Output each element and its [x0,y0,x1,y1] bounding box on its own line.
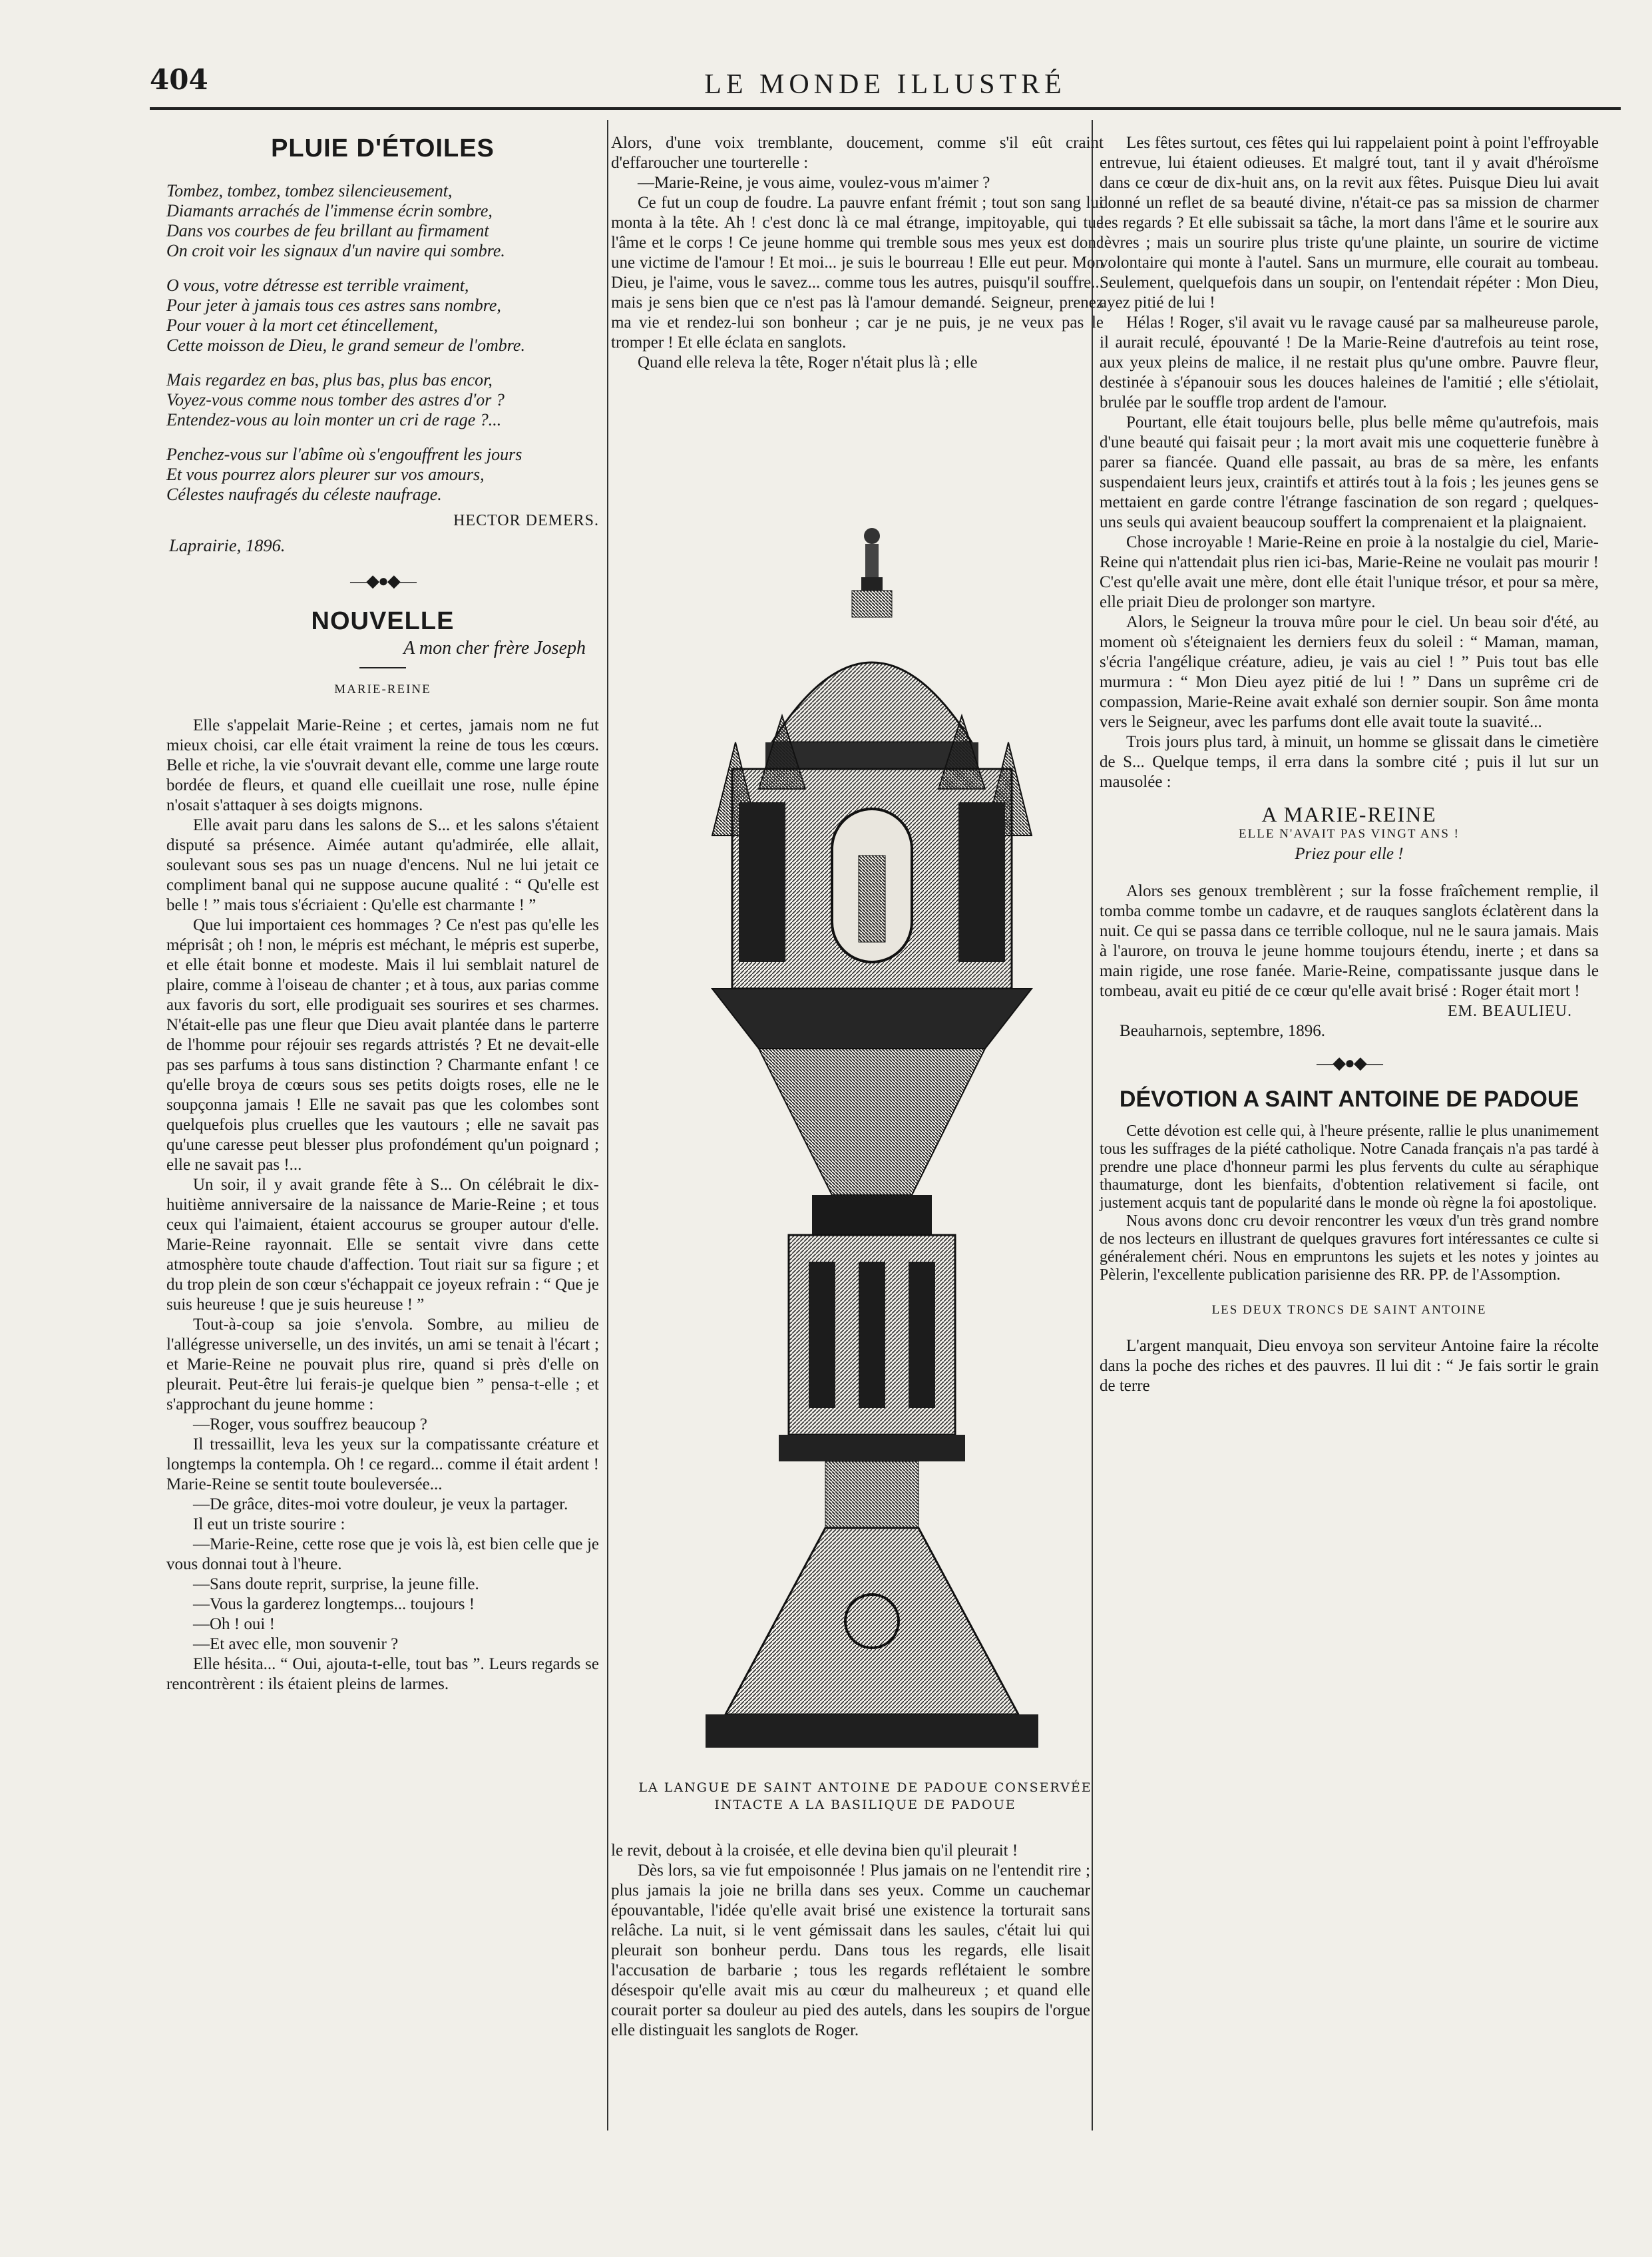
paragraph: Il eut un triste sourire : [193,1515,345,1533]
poem-line: Pour vouer à la mort cet étincellement, [166,316,438,335]
column-3 [1100,133,1599,1396]
poem-author: HECTOR DEMERS. [453,512,599,529]
ornament-divider: —◆●◆— [350,571,415,591]
ornament-divider: —◆●◆— [1317,1053,1382,1073]
foot [706,1714,1038,1748]
masthead: LE MONDE ILLUSTRÉ [704,69,1066,100]
paragraph: Tout-à-coup sa joie s'envola. Sombre, au milieu de l'allégresse universelle, un des invités, un ami se tenait à l'écart ; et Marie-Reine ne pouvait plus rire, quand si près d'elle on pleurait. Peut-être lui ferais-je quelque bien ” pensa-t-elle ; et s'approchant du jeune homme : [166,1315,599,1413]
poem-line: Diamants arrachés de l'immense écrin sombre, [166,201,493,220]
story-dedication: A mon cher frère Joseph [403,637,586,658]
poem-line: Et vous pourrez alors pleurer sur vos amours, [166,465,485,484]
side-niche [739,802,785,962]
paragraph: Elle avait paru dans les salons de S... et les salons s'étaient disputé sa présence. Aimée autant qu'admirée, elle allait, soulevant sous ses pas un nuage d'encens. Nul ne lui jetait ce compliment banal qui ne suppose aucune qualité : “ Qu'elle est belle ! ” mais tous s'écriaient : Qu'elle est charmante ! ” [166,816,599,914]
dome [772,662,972,742]
epitaph-prayer: Priez pour elle ! [1295,845,1404,863]
base [725,1528,1018,1714]
epitaph-title: A MARIE-REINE [1261,802,1437,826]
poem-line: Célestes naufragés du céleste naufrage. [166,485,442,504]
poem-line: Voyez-vous comme nous tomber des astres d'or ? [166,390,505,409]
poem-line: Tombez, tombez, tombez silencieusement, [166,181,453,200]
poem-stanza [166,181,599,261]
paragraph: —Sans doute reprit, surprise, la jeune fille. [193,1575,479,1593]
column-2-bottom [611,1841,1090,2041]
poem-line: O vous, votre détresse est terrible vraiment, [166,276,469,295]
paragraph: Ce fut un coup de foudre. La pauvre enfant frémit ; tout son sang lui monta à la tête. Ah ! c'est donc là ce mal étrange, impitoyable, qui tue l'âme et le corps ! Ce jeune homme qui tremble sous mes yeux est donc une victime de l'amour ! Et moi... je suis le bourreau ! Elle eut peur. Mon Dieu, je l'aime, vous le savez... comme tous les autres, puisqu'il souffre... mais je sens bien que ce n'est pas là l'amour demandé. Seigneur, prenez ma vie et rendez-lui son bonheur ; car je ne puis, je ne veux pas le tromper ! Et elle éclata en sanglots. [611,194,1104,352]
paragraph: Dès lors, sa vie fut empoisonnée ! Plus jamais on ne l'entendit rire ; plus jamais la joie ne brilla dans ses yeux. Comme un cauchemar épouvantable, l'idée qu'elle avait brisé une existence la torturait sans relâche. La nuit, si le vent gémissait dans les saules, c'était lui qui pleurait son bonheur perdu. Dans tous les regards, elle lisait l'accusation de barbarie ; tous les regards reflétaient le sombre désespoir qu'elle avait mis au cœur du malheureux ; et quand elle courait porter sa douleur au pied des autels, dans les soupirs de l'orgue elle distinguait les sanglots de Roger. [611,1862,1090,2039]
paragraph: Que lui importaient ces hommages ? Ce n'est pas qu'elle les méprisât ; oh ! non, le mépris est méchant, le mépris est superbe, et elle était bonne et modeste. Mais il lui semblait naturel de plaire, comme à l'oiseau de chanter ; et à tous, aux parias comme aux favoris du sort, elle prodiguait ses sourires et ses charmes. N'était-elle pas une fleur que Dieu avait plantée dans le parterre de l'homme pour réjouir ses regards attristés ? Et ne devait-elle pas ses parfums à tous sans distinction ? Charmante enfant ! ce qu'elle broya de cœurs sous ses petits doigts roses, elle ne le soupçonna jamais ! Elle ne savait pas que les colombes sont quelquefois plus cruelles que les vautours ; elle ne savait pas qu'une caresse peut blesser plus profondément qu'un poignard ; elle ne savait pas !... [166,915,599,1174]
paragraph: Hélas ! Roger, s'il avait vu le ravage causé par sa malheureuse parole, il aurait reculé, épouvanté ! De la Marie-Reine d'autrefois au teint rose, aux yeux pleins de malice, il ne restait plus qu'une ombre. Pauvre fleur, destinée à s'épanouir sous les douces haleines de l'amitié ; elle s'étiolait, brulée par le souffle trop ardent de l'amour. [1100,314,1599,411]
story-title: NOUVELLE [311,607,455,635]
paragraph: Elle s'appelait Marie-Reine ; et certes, jamais nom ne fut mieux choisi, car elle était vraiment la reine de tous les cœurs. Belle et riche, la vie s'ouvrait devant elle, comme une large route bordée de fleurs, et quand elle cueillait une rose, nulle épine n'osait s'attaquer à ses doigts mignons. [166,716,599,814]
epitaph [1100,804,1599,864]
page-header [150,63,1621,117]
poem-stanza [166,370,599,430]
paragraph: —Roger, vous souffrez beaucoup ? [193,1415,427,1433]
reliquary-engraving [672,523,1072,1774]
paragraph: Quand elle releva la tête, Roger n'était plus là ; elle [638,354,978,372]
column-divider [1092,120,1093,2131]
paragraph: —Vous la garderez longtemps... toujours ! [193,1595,475,1613]
paragraph: L'argent manquait, Dieu envoya son serviteur Antoine faire la récolte dans la poche des riches et des pauvres. Il lui dit : “ Je fais sortir le grain de terre [1100,1337,1599,1395]
paragraph: Les fêtes surtout, ces fêtes qui lui rappelaient point à point l'effroyable entrevue, lui étaient odieuses. Et malgré tout, tant il y avait d'héroïsme dans ce cœur de dix-huit ans, on la revit aux fêtes. Puisque Dieu lui avait donné un reflet de sa beauté divine, n'était-ce pas sa mission de charmer les regards ? Et elle subissait sa tâche, la mort dans l'âme et le sourire aux lèvres ; mais un sourire plus triste qu'une plainte, un sourire de victime volontaire qui monte à l'autel. Sans un murmure, elle courait au tombeau. Seulement, quelquefois dans un soupir, on l'entendait répéter : Mon Dieu, ayez pitié de lui ! [1100,134,1599,312]
poem-line: Pour jeter à jamais tous ces astres sans nombre, [166,296,501,315]
paragraph: Alors, d'une voix tremblante, doucement, comme s'il eût craint d'effaroucher une tourterelle : [611,134,1104,172]
paragraph: —Et avec elle, mon souvenir ? [193,1634,399,1653]
knot [812,1195,932,1235]
poem-title: PLUIE D'ÉTOILES [271,134,495,162]
column-divider [607,120,608,2131]
short-rule [359,667,406,668]
stem-niche [809,1262,835,1408]
poem-place-date: Laprairie, 1896. [169,535,286,555]
poem-line: Cette moisson de Dieu, le grand semeur de l'ombre. [166,336,525,355]
paragraph: Trois jours plus tard, à minuit, un homme se glissait dans le cimetière de S... Quelque temps, il erra dans la sombre cité ; puis il lut sur un mausolée : [1100,733,1599,791]
stem-neck [825,1461,919,1528]
paragraph: Cette dévotion est celle qui, à l'heure présente, rallie le plus unanimement tous les suffrages de la piété catholique. Notre Canada français n'a pas tardé à prendre une place d'honneur parmi les plus fervents du culte au séraphique thaumaturge, dont les bienfaits, d'obtention relativement si facile, ont justement acquis tant de popularité dans le monde où règne la foi apostolique. [1100,1123,1599,1212]
paragraph: Chose incroyable ! Marie-Reine en proie à la nostalgie du ciel, Marie-Reine qui n'attendait plus rien ici-bas, Marie-Reine ne voulait pas mourir ! C'est qu'elle avait une mère, dont elle était l'unique trésor, et pour sa mère, elle priait Dieu de prolonger son martyre. [1100,533,1599,611]
paragraph: —Marie-Reine, je vous aime, voulez-vous m'aimer ? [638,174,990,192]
header-rule [150,107,1621,110]
devotion-subhead: LES DEUX TRONCS DE SAINT ANTOINE [1211,1303,1487,1317]
story-author: EM. BEAULIEU. [1448,1003,1572,1020]
side-niche [958,802,1005,962]
poem-line: Entendez-vous au loin monter un cri de rage ?... [166,410,502,429]
saint-statuette [852,528,892,617]
devotion-title: DÉVOTION A SAINT ANTOINE DE PADOUE [1119,1087,1579,1112]
epitaph-line: ELLE N'AVAIT PAS VINGT ANS ! [1239,827,1460,841]
paragraph: le revit, debout à la croisée, et elle devina bien qu'il pleurait ! [611,1842,1018,1860]
paragraph: —Marie-Reine, cette rose que je vois là, est bien celle que je vous donnai tout à l'heure. [166,1535,599,1573]
stem-niche [909,1262,935,1408]
paragraph: Alors ses genoux tremblèrent ; sur la fosse fraîchement remplie, il tomba comme tombe un cadavre, et de rauques sanglots éclatèrent dans la nuit. Ce qui se passa dans ce terrible colloque, nul ne le saura jamais. Mais à l'aurore, on trouva le jeune homme toujours étendu, inerte ; et dans sa main rigide, une rose fanée. Marie-Reine, compatissante jusque dans le tombeau, avait eu pitié de ce cœur qu'elle avait brisé : Roger était mort ! [1100,882,1599,1000]
paragraph: Pourtant, elle était toujours belle, plus belle même qu'autrefois, mais d'une beauté qui faisait peur ; la mort avait mis une coquetterie funèbre à parer sa fiancée. Quand elle passait, au bras de sa mère, les enfants suspendaient leurs jeux, craintifs et attirés tout à la fois ; les jeunes gens se mettaient en garde contre l'étrange fascination de son regard ; quelques-uns seuls qui avaient beaucoup souffert la comprenaient et la plaignaient. [1100,413,1599,531]
story-subtitle: MARIE-REINE [334,682,431,696]
poem-stanza [166,445,599,505]
page-number: 404 [150,63,208,96]
paragraph: Il tressaillit, leva les yeux sur la compatissante créature et longtemps la contempla. Oh ! ce regard... comme il était ardent ! Marie-Reine se sentit toute bouleversée... [166,1435,599,1493]
story-place-date: Beauharnois, septembre, 1896. [1120,1022,1325,1040]
paragraph: Alors, le Seigneur la trouva mûre pour le ciel. Un beau soir d'été, au moment où s'éteignaient les derniers feux du soleil : “ Maman, maman, s'écria l'angélique créature, adieu, je vais au ciel ! ” Puis tout bas elle murmura : “ Mon Dieu ayez pitié de lui ! ” Dans un suprême cri de compassion, Marie-Reine avait exhalé son dernier soupir. Son âme monta vers le Seigneur, avec les parfums dont elle avait toute la suavité... [1100,613,1599,731]
poem-stanza [166,276,599,356]
column-2-top [611,133,1104,373]
paragraph: Nous avons donc cru devoir rencontrer les vœux d'un très grand nombre de nos lecteurs en illustrant de quelques gravures fort intéressantes ce culte si généralement chéri. Nous en empruntons les sujets et les notes y jointes au Pèlerin, l'excellente publication parisienne des RR. PP. de l'Assomption. [1100,1212,1599,1284]
paragraph: —De grâce, dites-moi votre douleur, je veux la partager. [193,1495,568,1513]
relic [859,856,885,942]
leaf-cone [759,1049,985,1195]
paragraph: Un soir, il y avait grande fête à S... On célébrait le dix-huitième anniversaire de la naissance de Marie-Reine ; et tous ceux qui l'aimaient, étaient accourus se grouper autour d'elle. Marie-Reine rayonnait. Elle se sentait vivre dans cette atmosphère toute chaude d'affection. Tout riait sur sa figure ; et du trop plein de son cœur s'échappait ce joyeux refrain : “ Que je suis heureuse ! que je suis heureuse ! ” [166,1175,599,1314]
stem-collar [779,1435,965,1461]
paragraph: Elle hésita... “ Oui, ajouta-t-elle, tout bas ”. Leurs regards se rencontrèrent : ils étaient pleins de larmes. [166,1654,599,1693]
poem-line: Penchez-vous sur l'abîme où s'engouffrent les jours [166,445,522,464]
canopy [712,989,1032,1049]
poem-line: Dans vos courbes de feu brillant au firmament [166,221,489,240]
stem-niche [859,1262,885,1408]
column-1 [166,133,599,1694]
figure-caption: LA LANGUE DE SAINT ANTOINE DE PADOUE CONSERVÉE INTACTE A LA BASILIQUE DE PADOUE [638,1780,1092,1812]
paragraph: —Oh ! oui ! [193,1615,275,1633]
poem-line: Mais regardez en bas, plus bas, plus bas encor, [166,370,493,389]
poem-line: On croit voir les signaux d'un navire qui sombre. [166,241,505,260]
